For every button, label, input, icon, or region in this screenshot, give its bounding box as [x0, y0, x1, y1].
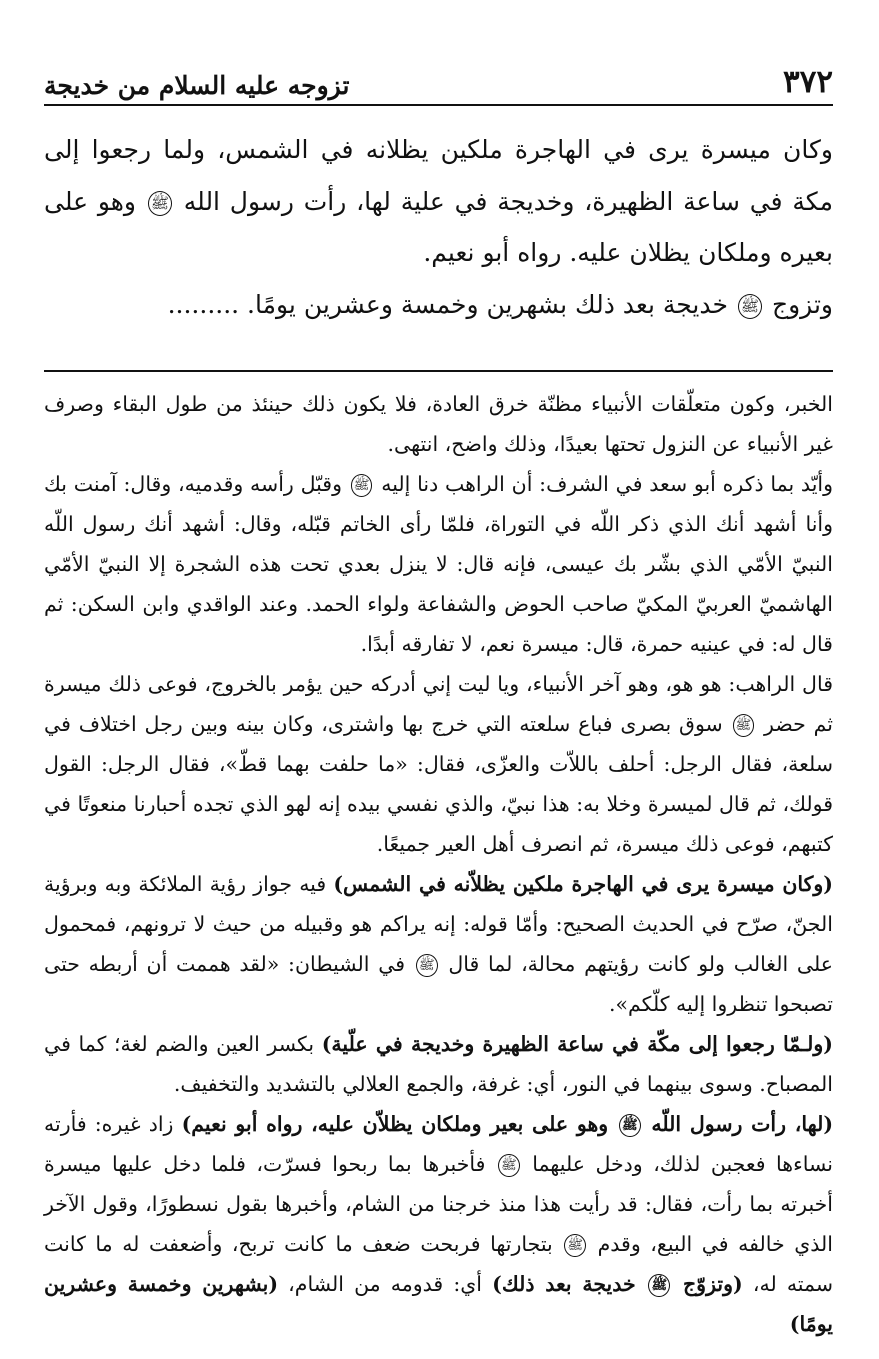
- quoted-matn: (بشهرين وخمسة وعشرين يومًا): [44, 1272, 833, 1336]
- sharh-paragraph: الخبر، وكون متعلّقات الأنبياء مظنّة خرق العادة، فلا يكون ذلك حينئذ من طول البقاء وصرف غير الأنبياء عن النزول تحتها بعيدًا، وذلك واضح، انتهى.: [44, 392, 833, 456]
- quoted-matn: (ولـمّا رجعوا إلى مكّة في ساعة الظهيرة وخديجة في علّية): [321, 1032, 833, 1056]
- quoted-matn: (وكان ميسرة يرى في الهاجرة ملكين يظلاّنه في الشمس): [333, 872, 833, 896]
- sharh-paragraph: (لها، رأت رسول اللّه ﷺ وهو على بعير وملكان يظلاّن عليه، رواه أبو نعيم) زاد غيره: فأرته نساءها فعجبن لذلك، ودخل عليهما ﷺ فأخبرها بما ربحوا فسرّت، فلما دخل عليها ميسرة أخبرته بما رأت، فقال: قد رأيت هذا منذ خرجنا من الشام، وأخبرها بقول نسطورًا، وقول الآخر الذي خالفه في البيع، وقدم ﷺ بتجارتها فربحت ضعف ما كانت تربح، وأضعفت له ما كانت سمته له، (وتزوّج ﷺ خديجة بعد ذلك) أي: قدومه من الشام، (بشهرين وخمسة وعشرين يومًا): [44, 1112, 834, 1336]
- salawat-mark: ﷺ: [148, 191, 172, 216]
- sharh-paragraph: قال الراهب: هو هو، وهو آخر الأنبياء، ويا ليت إني أدركه حين يؤمر بالخروج، فوعى ذلك ميسرة ثم حضر ﷺ سوق بصرى فباع سلعته التي خرج بها واشترى، وكان بينه وبين رجل اختلاف في سلعة، فقال الرجل: أحلف باللاّت والعزّى، فقال: «ما حلفت بهما قطّ»، فقال الرجل: القول قولك، ثم قال لميسرة وخلا به: هذا نبيّ، والذي نفسي بيده إنه لهو الذي تجده أحبارنا منعوتًا في كتبهم، فوعى ذلك ميسرة، ثم انصرف أهل العير جميعًا.: [44, 672, 833, 856]
- page-number: ٣٧٢: [783, 64, 833, 100]
- salawat-mark: ﷺ: [733, 714, 755, 737]
- quoted-matn: (لها، رأت رسول اللّه ﷺ وهو على بعير وملكان يظلاّن عليه، رواه أبو نعيم): [181, 1112, 834, 1136]
- salawat-mark: ﷺ: [648, 1274, 670, 1297]
- salawat-mark: ﷺ: [416, 954, 438, 977]
- salawat-mark: ﷺ: [738, 294, 762, 319]
- sharh-paragraph: وأيّد بما ذكره أبو سعد في الشرف: أن الراهب دنا إليه ﷺ وقبّل رأسه وقدميه، وقال: آمنت بك وأنا أشهد أنك الذي ذكر اللّه في التوراة، فلمّا رأى الخاتم قبّله، وقال: أشهد أنك رسول اللّه النبيّ الأمّي الذي بشّر بك عيسى، فإنه قال: لا ينزل بعدي تحت هذه الشجرة إلا النبيّ الأمّي الهاشميّ العربيّ المكيّ صاحب الحوض والشفاعة ولواء الحمد. وعند الواقدي وابن السكن: ثم قال له: في عينيه حمرة، قال: ميسرة نعم، لا تفارقه أبدًا.: [44, 472, 833, 656]
- salawat-mark: ﷺ: [564, 1234, 586, 1257]
- running-title: تزوجه عليه السلام من خديجة: [44, 71, 350, 100]
- main-text: [44, 124, 833, 330]
- quoted-matn: (وتزوّج ﷺ خديجة بعد ذلك): [492, 1272, 743, 1296]
- matn-paragraph: وتزوج ﷺ خديجة بعد ذلك بشهرين وخمسة وعشرين يومًا. .........: [167, 289, 833, 319]
- sharh-paragraph: (ولـمّا رجعوا إلى مكّة في ساعة الظهيرة وخديجة في علّية) بكسر العين والضم لغة؛ كما في المصباح. وسوى بينهما في النور، أي: غرفة، والجمع العلالي بالتشديد والتخفيف.: [44, 1032, 833, 1096]
- sharh-paragraph: (وكان ميسرة يرى في الهاجرة ملكين يظلاّنه في الشمس) فيه جواز رؤية الملائكة وبه وبرؤية الجنّ، صرّح في الحديث الصحيح: وأمّا قوله: إنه يراكم هو وقبيله من حيث لا ترونهم، فمحمول على الغالب ولو كانت رؤيتهم محالة، لما قال ﷺ في الشيطان: «لقد هممت أن أربطه حتى تصبحوا تنظروا إليه كلّكم».: [44, 872, 833, 1016]
- salawat-mark: ﷺ: [498, 1154, 520, 1177]
- matn-paragraph: وكان ميسرة يرى في الهاجرة ملكين يظلانه في الشمس، ولما رجعوا إلى مكة في ساعة الظهيرة، وخديجة في علية لها، رأت رسول الله ﷺ وهو على بعيره وملكان يظلان عليه. رواه أبو نعيم.: [44, 135, 833, 267]
- header-rule: [44, 104, 833, 106]
- salawat-mark: ﷺ: [351, 474, 373, 497]
- footnote-separator: [44, 370, 833, 372]
- salawat-mark: ﷺ: [619, 1114, 641, 1137]
- commentary-text: [44, 384, 833, 1344]
- page-header: [44, 50, 833, 100]
